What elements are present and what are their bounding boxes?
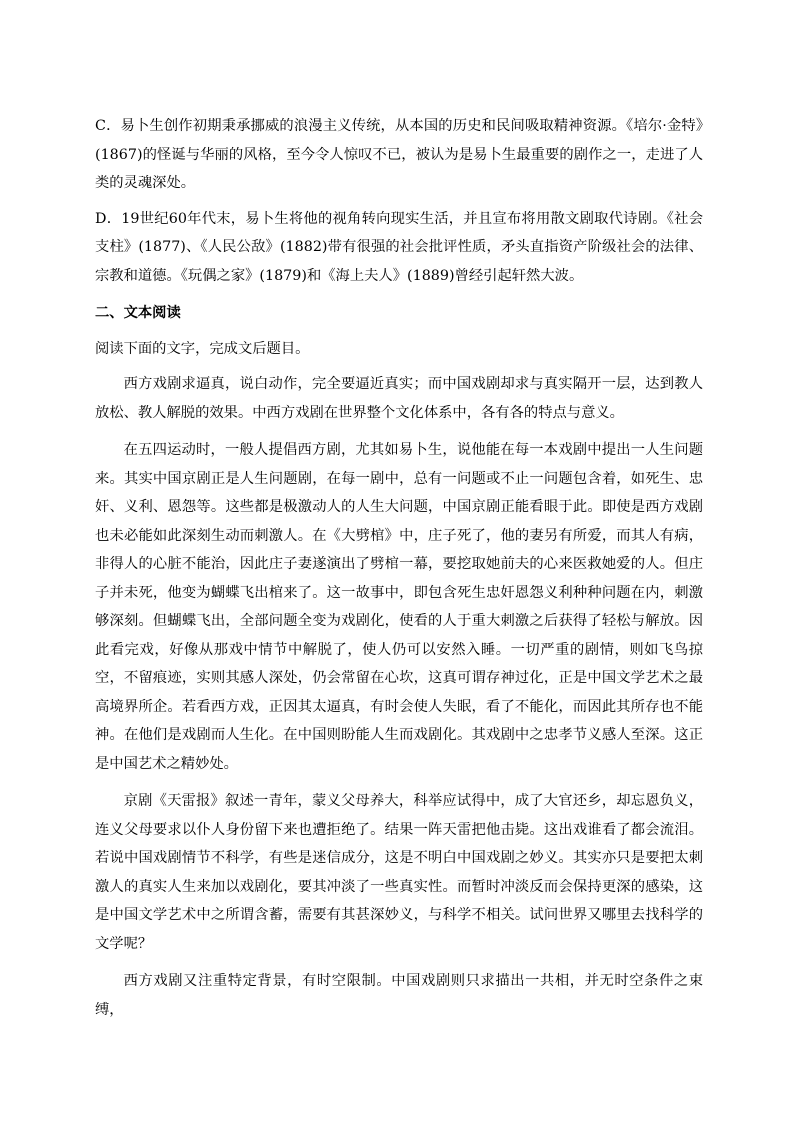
passage-paragraph-4: 西方戏剧又注重特定背景，有时空限制。中国戏剧则只求描出一共相，并无时空条件之束缚， bbox=[95, 973, 703, 1018]
passage-paragraph-1: 西方戏剧求逼真，说白动作，完全要逼近真实；而中国戏剧却求与真实隔开一层，达到教人放松、教人解脱的效果。中西方戏剧在世界整个文化体系中，各有各的特点与意义。 bbox=[95, 376, 703, 421]
passage-paragraph-3: 京剧《天雷报》叙述一青年，蒙义父母养大，科举应试得中，成了大官还乡，却忘恩负义，连义父母要求以仆人身份留下来也遭拒绝了。结果一阵天雷把他击毙。这出戏谁看了都会流泪。若说中国戏剧情节不科学，有些是迷信成分，这是不明白中国戏剧之妙义。其实亦只是要把太刺激人的真实人生来加以戏剧化，要其冲淡了一些真实性。而暂时冲淡反而会保持更深的感染，这是中国文学艺术中之所谓含蓄，需要有其甚深妙义，与科学不相关。试问世界又哪里去找科学的文学呢？ bbox=[95, 793, 703, 952]
option-d: D．19世纪60年代末，易卜生将他的视角转向现实生活，并且宣布将用散文剧取代诗剧。《社会支柱》(1877)、《人民公敌》(1882)带有很强的社会批评性质，矛头直指资产阶级社会的法律、宗教和道德。《玩偶之家》(1879)和《海上夫人》(1889)曾经引起轩然大波。 bbox=[95, 210, 703, 284]
passage-paragraph-2: 在五四运动时，一般人提倡西方剧，尤其如易卜生，说他能在每一本戏剧中提出一人生问题来。其实中国京剧正是人生问题剧，在每一剧中，总有一问题或不止一问题包含着，如死生、忠奸、义利、恩怨等。这些都是极激动人的人生大问题，中国京剧正能看眼于此。即使是西方戏剧也未必能如此深刻生动而刺激人。在《大劈棺》中，庄子死了，他的妻另有所爱，而其人有病，非得人的心脏不能治，因此庄子妻遂演出了劈棺一幕，要挖取她前夫的心来医救她爱的人。但庄子并未死，他变为蝴蝶飞出棺来了。这一故事中，即包含死生忠奸恩怨义利种种问题在内，刺激够深刻。但蝴蝶飞出，全部问题全变为戏剧化，使看的人于重大刺激之后获得了轻松与解放。因此看完戏，好像从那戏中情节中解脱了，使人仍可以安然入睡。一切严重的剧情，则如飞鸟掠空，不留痕迹，实则其感人深处，仍会常留在心坎，这真可谓存神过化，正是中国文学艺术之最高境界所企。若看西方戏，正因其太逼真，有时会使人失眠，看了不能化，而因此其所存也不能神。在他们是戏剧而人生化。在中国则盼能人生而戏剧化。其戏剧中之忠孝节义感人至深。这正是中国艺术之精妙处。 bbox=[95, 442, 703, 772]
reading-instruction: 阅读下面的文字，完成文后题目。 bbox=[95, 340, 310, 357]
option-c: C．易卜生创作初期秉承挪威的浪漫主义传统，从本国的历史和民间吸取精神资源。《培尔·金特》(1867)的怪诞与华丽的风格，至今令人惊叹不已，被认为是易卜生最重要的剧作之一，走进了人类的灵魂深处。 bbox=[95, 118, 703, 191]
document-page bbox=[95, 112, 703, 1033]
section-heading: 二、文本阅读 bbox=[95, 305, 181, 321]
